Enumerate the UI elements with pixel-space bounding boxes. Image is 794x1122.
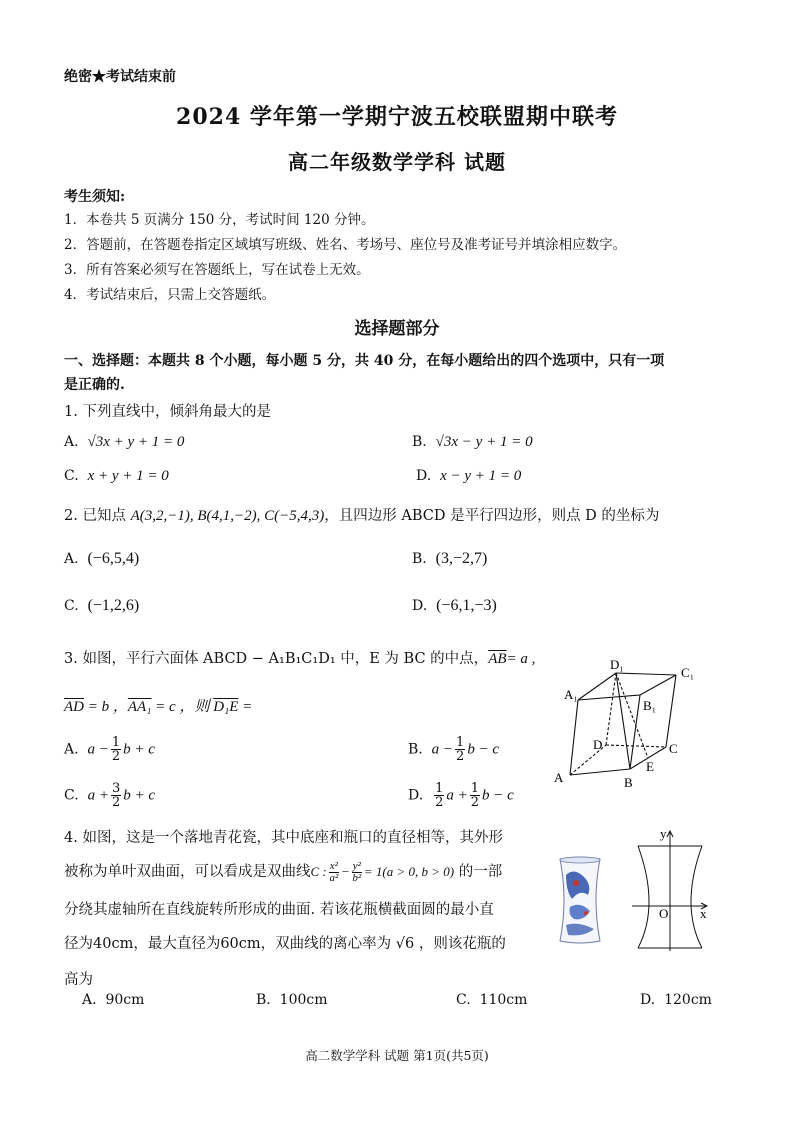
label-c: C bbox=[669, 741, 678, 756]
notice-item: 1．本卷共 5 页满分 150 分，考试时间 120 分钟。 bbox=[64, 212, 375, 228]
page-footer: 高二数学学科 试题 第1页(共5页) bbox=[305, 1048, 489, 1063]
part-heading: 选择题部分 bbox=[354, 319, 440, 339]
q3-option-d: D. $\frac{1}{2}$ a + $\frac{1}{2}$ b − c bbox=[408, 781, 514, 810]
q1-option-a: A. √3x + y + 1 = 0 bbox=[64, 434, 185, 450]
exam-title: 2024 学年第一学期宁波五校联盟期中联考 bbox=[176, 104, 618, 130]
label-b1: B₁ bbox=[643, 698, 657, 713]
classification-label: 绝密★考试结束前 bbox=[64, 69, 176, 85]
axis-label-y: y bbox=[660, 826, 667, 841]
label-a1: A₁ bbox=[564, 687, 578, 702]
parallelepiped-figure bbox=[548, 655, 708, 790]
section-instructions-line1: 一、选择题：本题共 8 个小题，每小题 5 分，共 40 分，在每小题给出的四个选项中，只有一项 bbox=[64, 353, 665, 369]
label-d: D bbox=[593, 737, 603, 752]
exam-subtitle: 高二年级数学学科 试题 bbox=[288, 150, 506, 174]
axis-label-x: x bbox=[700, 906, 707, 921]
q4-line4: 径为40cm，最大直径为60cm，双曲线的离心率为 √6 ，则该花瓶的 bbox=[64, 936, 506, 952]
notice-item: 4．考试结束后，只需上交答题纸。 bbox=[64, 287, 276, 303]
q3-option-b: B. a − $\frac{1}{2}$ b − c bbox=[408, 735, 500, 764]
label-e: E bbox=[646, 759, 654, 774]
section-instructions-line2: 是正确的. bbox=[64, 377, 125, 393]
q4-line2: 被称为单叶双曲面，可以看成是双曲线C : $\frac{\text{x²}}{\text{a²}}$ − $\frac{\text{y²}}{\text{b²}}$ = 1(a > 0, b > 0) 的一部 bbox=[64, 859, 503, 884]
q2-option-d: D. (−6,1,−3) bbox=[412, 597, 497, 614]
q2-option-c: C. (−1,2,6) bbox=[64, 597, 140, 614]
blue-white-vase-image bbox=[554, 855, 606, 945]
q4-line5: 高为 bbox=[64, 972, 93, 988]
q4-option-a: A. 90cm bbox=[82, 992, 145, 1008]
q1-option-c: C. x + y + 1 = 0 bbox=[64, 468, 169, 484]
q2-stem: 2. 已知点 A(3,2,−1), B(4,1,−2), C(−5,4,3)，且四边形 ABCD 是平行四边形，则点 D 的坐标为 bbox=[64, 508, 660, 524]
origin-label: O bbox=[659, 906, 669, 921]
q3-option-c: C. a + $\frac{3}{2}$ b + c bbox=[64, 781, 156, 810]
q4-line3: 分绕其虚轴所在直线旋转所形成的曲面. 若该花瓶横截面圆的最小直 bbox=[64, 902, 494, 918]
label-d1: D₁ bbox=[610, 657, 624, 672]
q2-option-a: A. (−6,5,4) bbox=[64, 550, 140, 567]
q4-option-d: D. 120cm bbox=[640, 992, 712, 1008]
label-b: B bbox=[624, 775, 633, 790]
q1-option-b: B. √3x − y + 1 = 0 bbox=[412, 434, 533, 450]
q1-stem: 1. 下列直线中，倾斜角最大的是 bbox=[64, 404, 271, 420]
q2-option-b: B. (3,−2,7) bbox=[412, 550, 488, 567]
q4-option-c: C. 110cm bbox=[456, 992, 528, 1008]
q3-option-a: A. a − $\frac{1}{2}$ b + c bbox=[64, 735, 155, 764]
label-a: A bbox=[554, 770, 564, 785]
q1-option-d: D. x − y + 1 = 0 bbox=[416, 468, 522, 484]
label-c1: C₁ bbox=[681, 665, 695, 680]
notice-heading: 考生须知: bbox=[64, 189, 126, 205]
q3-stem-line1: 3. 如图，平行六面体 ABCD − A₁B₁C₁D₁ 中，E 为 BC 的中点，$\overline{AB}= a$ , bbox=[64, 651, 536, 667]
hyperbola-figure bbox=[630, 826, 710, 956]
q3-stem-line2: $\overline{AD} = b$ ，AA₁ = c ，则 D₁E = bbox=[64, 699, 253, 715]
q4-line1: 4. 如图，这是一个落地青花瓷，其中底座和瓶口的直径相等，其外形 bbox=[64, 830, 503, 846]
notice-item: 2．答题前，在答题卷指定区域填写班级、姓名、考场号、座位号及准考证号并填涂相应数字。 bbox=[64, 237, 627, 253]
q4-option-b: B. 100cm bbox=[256, 992, 328, 1008]
notice-item: 3．所有答案必须写在答题纸上，写在试卷上无效。 bbox=[64, 262, 370, 278]
